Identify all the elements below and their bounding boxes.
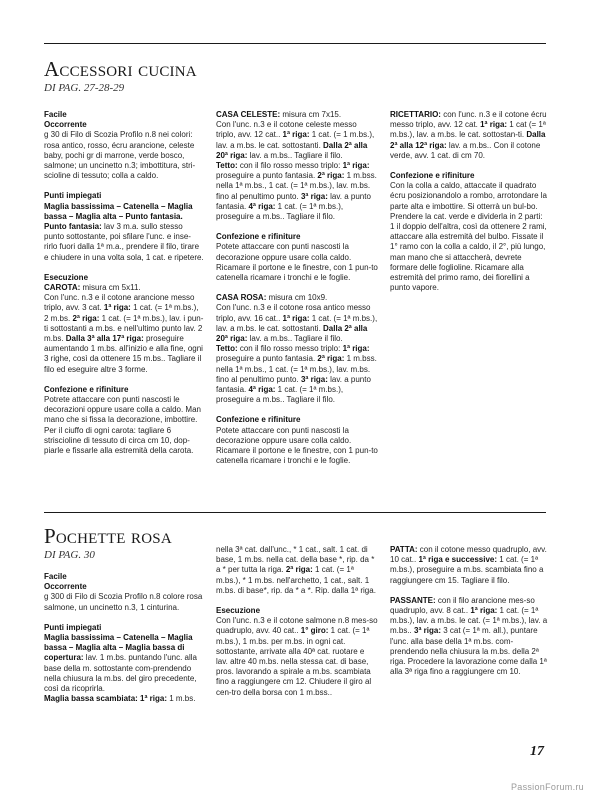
- pochette-continued-text: nella 3ª cat. dall'unc., * 1 cat., salt. 1 cat. di base, 1 m.bs. nella cat. della base *, rip. da * a * per tutta la riga. 2ª riga: 1 cat. (= 1ª m.bs.), * 1 m.bs. nell'archetto, 1 cat., salt. 1 m.bs. di base*, rip. da * a *. Rip. dalla 1ª riga.: [216, 545, 376, 595]
- middle-rule: [44, 512, 546, 513]
- roof-pink-text: Tetto: con il filo rosso messo triplo: 1ª riga: proseguire a punto fantasia. 2ª riga: 1 m.bss. nella 1ª m.bs., 1 cat. (= 1ª m.bs.), lav. m.bs. fino al penultimo punto. 3ª riga: lav. a punto fantasia. 4ª riga: 1 cat. (= 1ª m.bs.), proseguire a m.bs.. Tagliare il filo.: [216, 344, 377, 405]
- finish-heading: Confezione e rifiniture: [44, 384, 129, 394]
- pochette-column-2: [216, 545, 378, 698]
- pochette-column-3: [390, 545, 548, 677]
- section-subtitle-pochette: DI PAG. 30: [44, 549, 95, 561]
- stitches-text: Maglia bassissima – Catenella – Maglia bassa – Maglia alta – Punto fantasia.: [44, 201, 193, 221]
- pochette-needed-text: g 300 di Filo di Scozia Profilo n.8 colore rosa salmone, un uncinetto n.3, 1 cinturina.: [44, 592, 203, 612]
- finish-heading-pink: Confezione e rifiniture: [216, 415, 301, 425]
- finish-text: Potrete attaccare con punti nascosti le decorazioni oppure usare colla a caldo. Man mano che si fissa la decorazione, imbottire. Per il ciuffo di ogni carota: tagliare 6 striscioline di tessuto di circa cm 10, dop-piarle e fissarle alla estremità della carota.: [44, 395, 201, 456]
- column-2: [216, 110, 378, 467]
- needed-text: g 30 di Filo di Scozia Profilo n.8 nei colori: rosa antico, rosso, écru arancione, celeste baby, pochi gr di marrone, verde bosco, salmone; un uncinetto n.3; imbottitura, stri-scioline di tessuto; colla a caldo.: [44, 130, 196, 181]
- passante-text: PASSANTE: con il filo arancione mes-so quadruplo, avv. 8 cat.. 1ª riga: 1 cat. (= 1ª m.bs.), lav. a m.bs. le cat. (= 1ª m.bs.), lav. a m.bs.. 3ª riga: 3 cat (= 1ª m. all.), puntare l'unc. alla base della 1ª m.bs. com-prendendo nella chiusura la m.bs. della 2ª riga. Procedere la lavorazione come dalla 1ª alla 3ª riga fino a raggiungere cm 10.: [390, 595, 548, 677]
- pochette-level: Facile: [44, 572, 67, 581]
- execution-heading: Esecuzione: [44, 272, 89, 282]
- house-pink-text: Con l'unc. n.3 e il cotone rosa antico messo triplo, avv. 16 cat.. 1ª riga: 1 cat. (= 1ª m.bs.), lav. a m.bs. le cat. sottostanti. Dalla 2ª alla 20ª riga: lav. a m.bs.. Tagliare il filo.: [216, 303, 378, 344]
- column-3: [390, 110, 548, 293]
- level-heading: Facile: [44, 110, 67, 119]
- pochette-execution-text: Con l'unc. n.3 e il cotone salmone n.8 mes-so quadruplo, avv. 40 cat.. 1° giro: 1 cat. (= 1ª m.bs.), 1 m.bs. per m.bs. in ogni cat. sottostante, arrivate alla 40ª cat. ruotare e lav. altre 40 m.bs. nella stessa cat. di base, pros. lavorando a spirale a m.bs. scambiata fino a raggiungere cm 12. Chiudere il giro al cen-tro della borsa con 1 m.bss..: [216, 616, 378, 697]
- house-pink-size: CASA ROSA: misura cm 10x9.: [216, 293, 328, 303]
- carrot-size: CAROTA: misura cm 5x11.: [44, 283, 141, 293]
- finish-text-blue: Potete attaccare con punti nascosti la decorazione oppure usare colla caldo. Ricamare il portone e le finestre, con 1 pun-to catenella ricamare i tronchi e le foglie.: [216, 242, 378, 283]
- pochette-execution-heading: Esecuzione: [216, 606, 261, 616]
- roof-blue-text: Tetto: con il filo rosso messo triplo: 1ª riga: proseguire a punto fantasia. 2ª riga: 1 m.bss. nella 1ª m.bs., 1 cat. (= 1ª m.bs.), lav. m.bs. fino al penultimo punto. 3ª riga: lav. a punto fantasia. 4ª riga: 1 cat. (= 1ª m.bs.), proseguire a m.bs.. Tagliare il filo.: [216, 161, 377, 222]
- section-title-pochette: Pochette rosa: [44, 524, 172, 548]
- finish-heading-blue: Confezione e rifiniture: [216, 232, 301, 242]
- pochette-column-1: [44, 572, 204, 704]
- finish-text-recipe: Con la colla a caldo, attaccate il quadrato écru posizionandolo a rombo, arrotondare la parte alta e imbottire. Si otterrà un bul-bo. Prendere la cat. verde e dividerla in 2 parti: 1 il doppio dell'altra, così da ottenere 2 rami, attaccare alla estremità del bulbo. Fissate il 1° ramo con la colla a caldo, il 2°, più lungo, man mano che si attaccherà, devrete formare delle foglioline. Ricamare alla estremità del primo ramo, dei fiorellini a punto vapore.: [390, 181, 547, 293]
- page-number: 17: [530, 744, 544, 759]
- finish-text-pink: Potete attaccare con punti nascosti la decorazione oppure usare colla caldo. Ricamare il portone e le finestre, con 1 pun-to catenella ricamare i tronchi e le foglie.: [216, 425, 378, 466]
- house-blue-size: CASA CELESTE: misura cm 7x15.: [216, 110, 342, 119]
- pochette-stitches-text: Maglia bassissima – Catenella – Maglia bassa – Maglia alta – Maglia bassa di copertura: lav. 1 m.bs. puntando l'unc. alla base della m. sottostante com-prendendo nella chiusura la m.bs. del giro precedente, così da ricoprirla.: [44, 633, 198, 694]
- section-title-accessori: Accessori cucina: [44, 57, 197, 81]
- recipe-book-text: RICETTARIO: con l'unc. n.3 e il cotone écru messo triplo, avv. 12 cat. 1ª riga: 1 cat (= 1ª m.bs.), lav. a m.bs. le cat. sottostan-ti. Dalla 2ª alla 12ª riga: lav. a m.bs.. Con il cotone verde, avv. 1 cat. di cm 70.: [390, 110, 547, 160]
- pochette-stitches-heading: Punti impiegati: [44, 622, 102, 632]
- finish-heading-recipe: Confezione e rifiniture: [390, 171, 475, 181]
- fancy-stitch-text: Punto fantasia: lav 3 m.a. sullo stesso punto sottostante, poi sfilare l'unc. e inse-rirlo fuori dalla 1ª m.a., prendere il filo, tirare e chiudere in una volta sola, 1 cat. e ripetere.: [44, 222, 204, 262]
- needed-heading: Occorrente: [44, 120, 87, 130]
- house-blue-text: Con l'unc. n.3 e il cotone celeste messo triplo, avv. 12 cat.. 1ª riga: 1 cat. (= 1 m.bs.), lav. a m.bs. le cat. sottostanti. Dalla 2ª alla 20ª riga: lav. a m.bs.. Tagliare il filo.: [216, 120, 375, 160]
- column-1: [44, 110, 204, 456]
- stitches-heading: Punti impiegati: [44, 191, 102, 201]
- top-rule: [44, 43, 546, 44]
- patta-text: PATTA: con il cotone messo quadruplo, avv. 10 cat.. 1ª riga e successive: 1 cat. (= 1ª m.bs.), proseguire a m.bs. scambiata fino a raggiungere cm 15. Tagliare il filo.: [390, 545, 547, 585]
- section-subtitle-accessori: DI PAG. 27-28-29: [44, 82, 125, 94]
- pochette-crossed-text: Maglia bassa scambiata: 1ª riga: 1 m.bs.: [44, 694, 196, 704]
- watermark: PassionForum.ru: [510, 782, 584, 792]
- carrot-text: Con l'unc. n.3 e il cotone arancione messo triplo, avv. 3 cat. 1ª riga: 1 cat. (= 1ª m.bs.), 2 m.bs. 2ª riga: 1 cat. (= 1ª m.bs.), lav. i pun-ti sottostanti a m.bs. e nell'ultimo punto lav. 2 m.bs. Dalla 3ª alla 17ª riga: proseguire aumentando 1 m.bs. all'inizio e alla fine, ogni 3 righe, così da ottenere 15 m.bs.. Tagliare il filo ed eseguire altre 3 forme.: [44, 293, 204, 374]
- pochette-needed-heading: Occorrente: [44, 582, 87, 592]
